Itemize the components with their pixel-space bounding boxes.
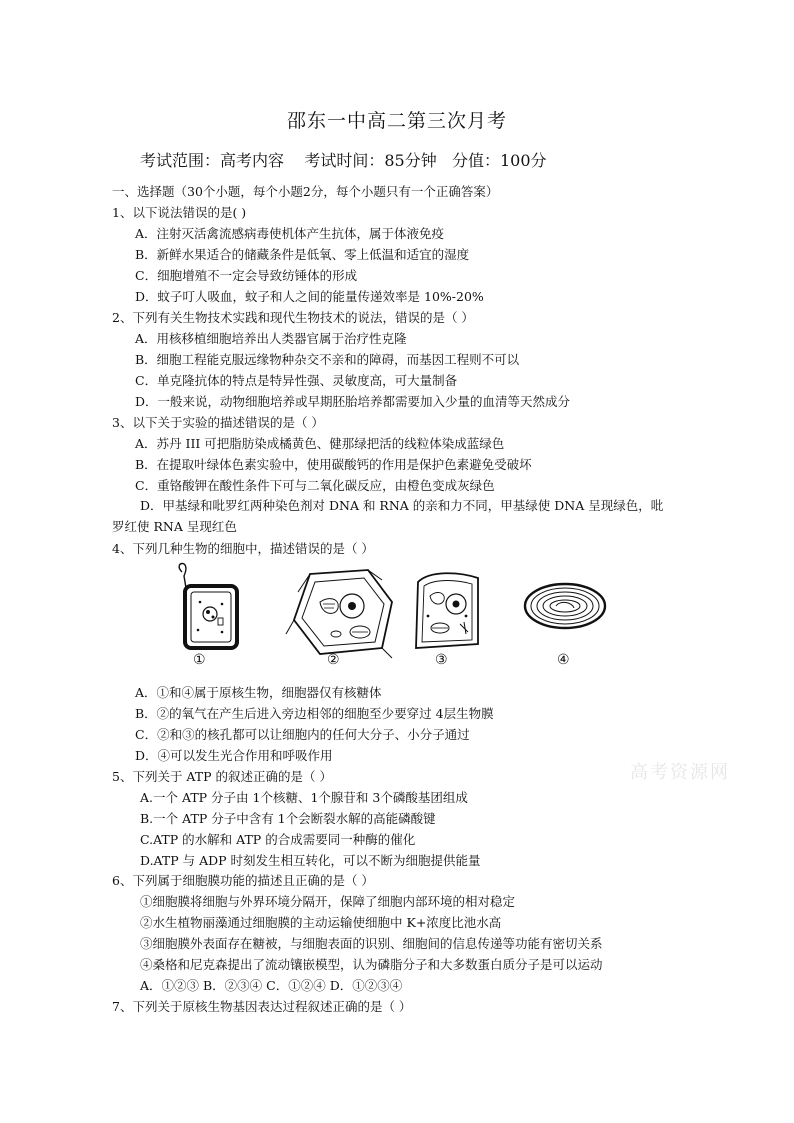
question-4-stem: 4、下列几种生物的细胞中，描述错误的是（ ）	[112, 541, 374, 556]
question-4-option-d: D．④可以发生光合作用和呼吸作用	[135, 748, 333, 763]
question-5-option-c: C.ATP 的水解和 ATP 的合成需要同一种酶的催化	[140, 832, 416, 847]
figure-label-2: ②	[327, 652, 340, 668]
question-1-option-b: B．新鲜水果适合的储藏条件是低氧、零上低温和适宜的湿度	[135, 247, 470, 262]
question-2-option-a: A．用核移植细胞培养出人类器官属于治疗性克隆	[135, 331, 407, 346]
question-1-stem: 1、以下说法错误的是( )	[112, 205, 247, 220]
question-1-option-d: D．蚊子叮人吸血，蚊子和人之间的能量传递效率是 10%-20%	[135, 289, 484, 304]
cell-2-plant	[286, 570, 392, 658]
question-5-option-d: D.ATP 与 ADP 时刻发生相互转化，可以不断为细胞提供能量	[140, 853, 481, 868]
cell-diagram	[160, 562, 620, 672]
question-1-option-c: C．细胞增殖不一定会导致纺锤体的形成	[135, 268, 358, 283]
question-6-stem: 6、下列属于细胞膜功能的描述且正确的是（ ）	[112, 873, 374, 888]
question-6-statement-1: ①细胞膜将细胞与外界环境分隔开，保障了细胞内部环境的相对稳定	[140, 894, 516, 909]
question-6-statement-2: ②水生植物丽藻通过细胞膜的主动运输使细胞中 K+浓度比池水高	[140, 915, 502, 930]
question-7-stem: 7、下列关于原核生物基因表达过程叙述正确的是（ ）	[112, 999, 412, 1014]
question-2-option-c: C．单克隆抗体的特点是特异性强、灵敏度高，可大量制备	[135, 373, 458, 388]
question-4-option-c: C．②和③的核孔都可以让细胞内的任何大分子、小分子通过	[135, 727, 470, 742]
cell-1-prokaryote	[179, 564, 237, 649]
question-3-option-c: C．重铬酸钾在酸性条件下可与二氧化碳反应，由橙色变成灰绿色	[135, 478, 495, 493]
question-3-option-b: B．在提取叶绿体色素实验中，使用碳酸钙的作用是保护色素避免受破坏	[135, 457, 532, 472]
question-2-option-b: B．细胞工程能克服远缘物种杂交不亲和的障碍，而基因工程则不可以	[135, 352, 520, 367]
figure-label-4: ④	[557, 652, 570, 668]
question-6-answer-choices: A．①②③ B．②③④ C．①②④ D．①②③④	[140, 978, 403, 993]
cell-3-animal	[416, 573, 478, 648]
question-5-option-a: A.一个 ATP 分子由 1个核糖、1个腺苷和 3个磷酸基团组成	[140, 790, 468, 805]
watermark: 高考资源网	[630, 762, 730, 783]
question-5-option-b: B.一个 ATP 分子中含有 1个会断裂水解的高能磷酸键	[140, 811, 436, 826]
cell-4-cyanobacterium	[525, 584, 605, 628]
question-4-option-a: A．①和④属于原核生物，细胞器仅有核糖体	[135, 685, 382, 700]
page-title: 邵东一中高二第三次月考	[286, 110, 507, 132]
question-1-option-a: A．注射灭活禽流感病毒使机体产生抗体，属于体液免疫	[135, 226, 445, 241]
question-6-statement-3: ③细胞膜外表面存在糖被，与细胞表面的识别、细胞间的信息传递等功能有密切关系	[140, 936, 603, 951]
question-4-option-b: B．②的氧气在产生后进入旁边相邻的细胞至少要穿过 4层生物膜	[135, 706, 494, 721]
section-heading: 一、选择题（30个小题，每个小题2分，每个小题只有一个正确答案）	[112, 184, 499, 199]
question-5-stem: 5、下列关于 ATP 的叙述正确的是（ ）	[112, 769, 332, 784]
question-3-option-a: A．苏丹 III 可把脂肪染成橘黄色、健那绿把活的线粒体染成蓝绿色	[135, 436, 505, 451]
figure-label-3: ③	[435, 652, 448, 668]
question-3-option-d: D．甲基绿和吡罗红两种染色剂对 DNA 和 RNA 的亲和力不同，甲基绿使 DNA 呈现绿色，吡罗红使 RNA 呈现红色	[112, 498, 664, 534]
question-2-option-d: D．一般来说，动物细胞培养或早期胚胎培养都需要加入少量的血清等天然成分	[135, 394, 571, 409]
question-3-stem: 3、以下关于实验的描述错误的是（ ）	[112, 415, 324, 430]
figure-label-1: ①	[193, 652, 206, 668]
question-2-stem: 2、下列有关生物技术实践和现代生物技术的说法，错误的是（ ）	[112, 310, 474, 325]
question-6-statement-4: ④桑格和尼克森提出了流动镶嵌模型，认为磷脂分子和大多数蛋白质分子是可以运动	[140, 957, 603, 972]
exam-info: 考试范围：高考内容 考试时间：85分钟 分值：100分	[140, 151, 547, 170]
